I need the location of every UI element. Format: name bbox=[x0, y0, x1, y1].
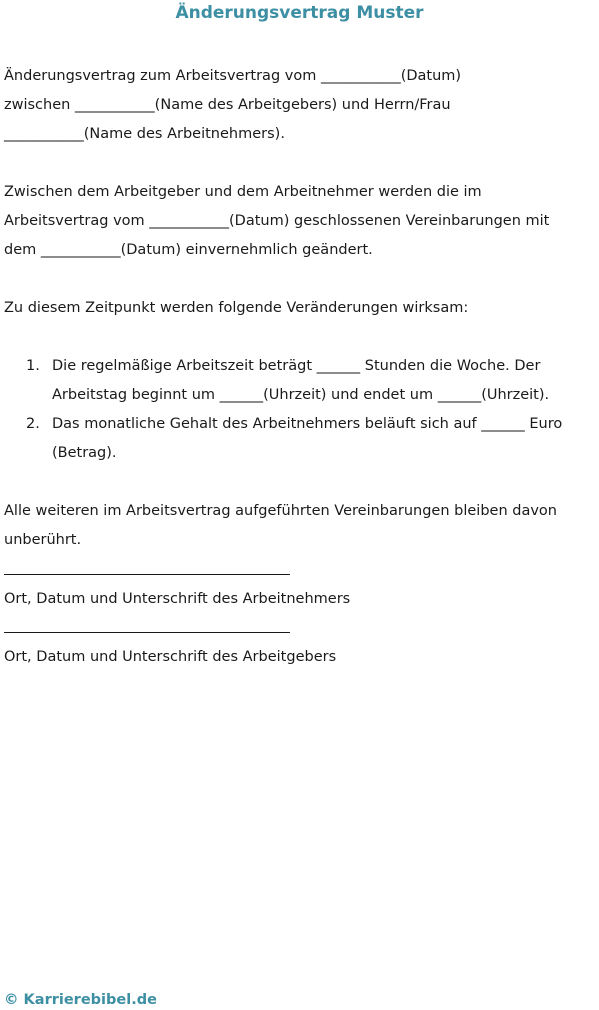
document-title: Änderungsvertrag Muster bbox=[175, 3, 424, 23]
copyright-footer: © Karrierebibel.de bbox=[4, 992, 157, 1008]
intro-line-1: Änderungsvertrag zum Arbeitsvertrag vom ___________(Datum) bbox=[4, 68, 462, 84]
list-item-2-line-1: Das monatliche Gehalt des Arbeitnehmers beläuft sich auf ______ Euro bbox=[52, 416, 563, 432]
signature-line-employer bbox=[4, 632, 290, 633]
closing-line-2: unberührt. bbox=[4, 532, 82, 548]
signature-label-employer: Ort, Datum und Unterschrift des Arbeitgebers bbox=[4, 649, 337, 665]
list-item-number: 1. bbox=[26, 358, 40, 374]
list-item-number: 2. bbox=[26, 416, 40, 432]
list-item-1-line-1: Die regelmäßige Arbeitszeit beträgt ______ Stunden die Woche. Der bbox=[52, 358, 541, 374]
intro-line-3: ___________(Name des Arbeitnehmers). bbox=[4, 126, 285, 142]
list-item-1-line-2: Arbeitstag beginnt um ______(Uhrzeit) und endet um ______(Uhrzeit). bbox=[52, 387, 550, 403]
signature-label-employee: Ort, Datum und Unterschrift des Arbeitnehmers bbox=[4, 591, 351, 607]
list-item-2-line-2: (Betrag). bbox=[52, 445, 117, 461]
signature-line-employee bbox=[4, 574, 290, 575]
changes-intro: Zu diesem Zeitpunkt werden folgende Veränderungen wirksam: bbox=[4, 300, 469, 316]
agreement-line-3: dem ___________(Datum) einvernehmlich geändert. bbox=[4, 242, 373, 258]
closing-line-1: Alle weiteren im Arbeitsvertrag aufgeführten Vereinbarungen bleiben davon bbox=[4, 503, 557, 519]
intro-line-2: zwischen ___________(Name des Arbeitgebers) und Herrn/Frau bbox=[4, 97, 451, 113]
agreement-line-1: Zwischen dem Arbeitgeber und dem Arbeitnehmer werden die im bbox=[4, 184, 482, 200]
agreement-line-2: Arbeitsvertrag vom ___________(Datum) geschlossenen Vereinbarungen mit bbox=[4, 213, 550, 229]
